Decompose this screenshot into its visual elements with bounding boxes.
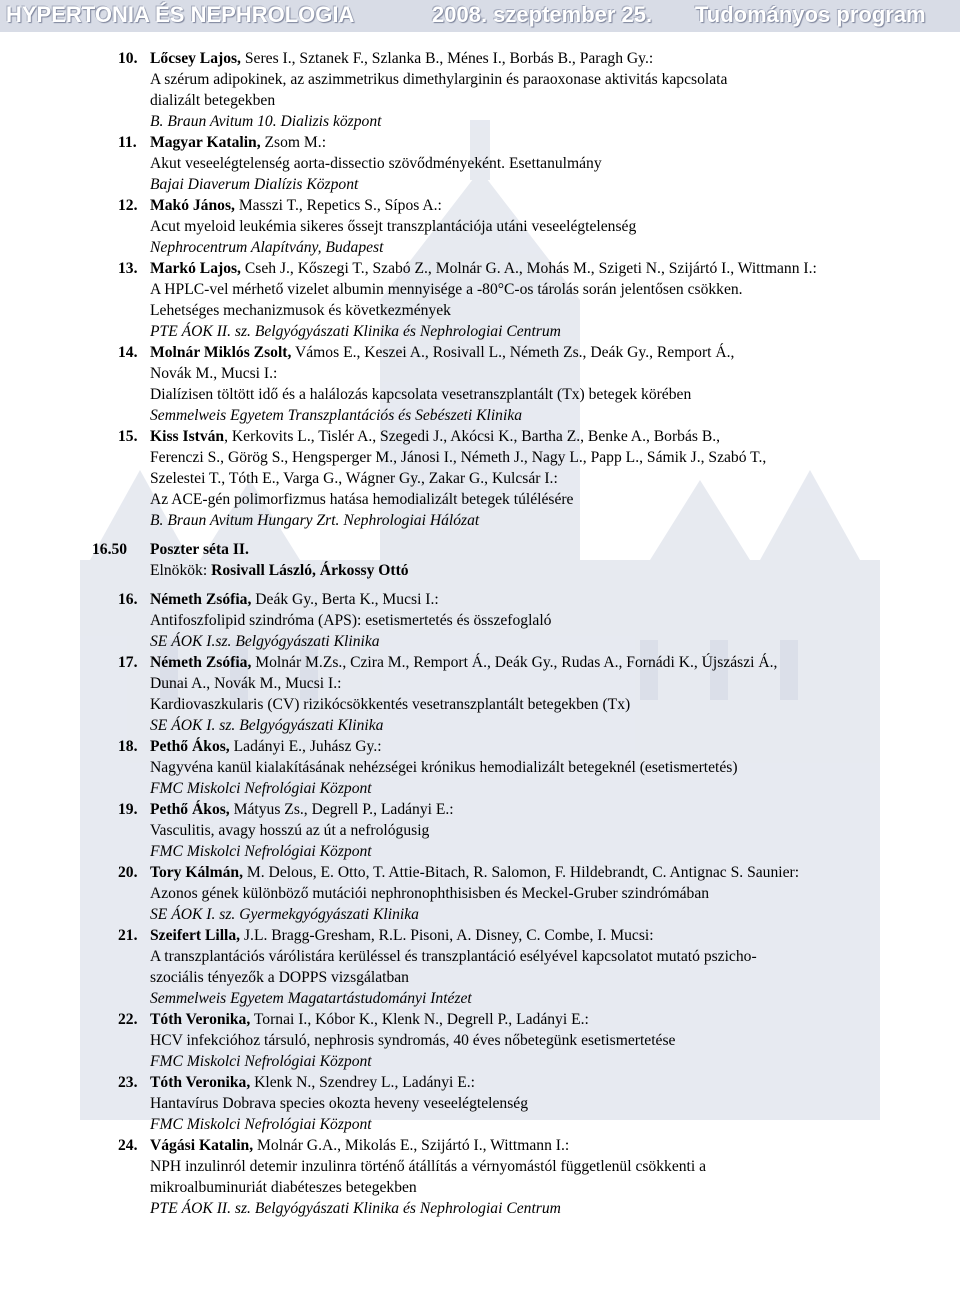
entry-number: 22.: [118, 1011, 138, 1028]
poster-entry: [0, 736, 960, 799]
entry-authors: [150, 1009, 589, 1030]
title-line: [0, 279, 960, 300]
entry-number: 19.: [118, 801, 138, 818]
institution-line: [0, 778, 960, 799]
entry-number: 24.: [118, 1137, 138, 1154]
presenting-author: Markó Lajos,: [150, 260, 241, 277]
entry-title: Az ACE-gén polimorfizmus hatása hemodializált betegek túlélésére: [150, 491, 574, 508]
entry-authors: [150, 736, 382, 757]
co-authors: Mátyus Zs., Degrell P., Ladányi E.:: [229, 801, 454, 818]
presenting-author: Tóth Veronika,: [150, 1011, 251, 1028]
title-line: [0, 153, 960, 174]
title-line: [0, 1156, 960, 1177]
entry-title: NPH inzulinról detemir inzulinra történő átállítás a vérnyomástól függetlenül csökkenti a: [150, 1158, 707, 1175]
institution-line: [0, 1114, 960, 1135]
entry-title: Acut myeloid leukémia sikeres őssejt transzplantációja utáni veseelégtelenség: [150, 218, 637, 235]
program-content: [0, 48, 960, 1219]
title-line: [0, 216, 960, 237]
title-line: [0, 90, 960, 111]
title-line: [0, 1177, 960, 1198]
entry-authors: [150, 258, 817, 279]
entry-institution: FMC Miskolci Nefrológiai Központ: [150, 843, 372, 860]
poster-entry: [0, 1135, 960, 1219]
institution-line: [0, 1051, 960, 1072]
co-authors: Dunai A., Novák M., Mucsi I.:: [150, 675, 342, 692]
presenting-author: Makó János,: [150, 197, 235, 214]
entry-authors: [150, 589, 439, 610]
entry-title: mikroalbuminuriát diabéteszes betegekben: [150, 1179, 417, 1196]
co-authors: Ladányi E., Juhász Gy.:: [229, 738, 382, 755]
institution-line: [0, 111, 960, 132]
poster-entry: [0, 1009, 960, 1072]
entry-authors: [150, 925, 654, 946]
institution-line: [0, 631, 960, 652]
co-authors: Klenk N., Szendrey L., Ladányi E.:: [250, 1074, 475, 1091]
authors-line: [0, 925, 960, 946]
presenting-author: Németh Zsófia,: [150, 654, 252, 671]
entry-title: A szérum adipokinek, az aszimmetrikus dimethylarginin és paraoxonase aktivitás kapcsolata: [150, 71, 728, 88]
page-header: [0, 0, 960, 32]
authors-line: [0, 426, 960, 447]
session-block: [0, 539, 960, 581]
co-authors: Zsom M.:: [260, 134, 327, 151]
entry-number: 23.: [118, 1074, 138, 1091]
poster-entry: [0, 426, 960, 531]
header-date: 2008. szeptember 25.: [432, 2, 653, 27]
session-chairs-names: Rosivall László, Árkossy Ottó: [211, 562, 409, 579]
institution-line: [0, 174, 960, 195]
entry-title: Antifoszfolipid szindróma (APS): esetismertetés és összefoglaló: [150, 612, 552, 629]
co-authors: J.L. Bragg-Gresham, R.L. Pisoni, A. Disney, C. Combe, I. Mucsi:: [240, 927, 654, 944]
co-authors: Szelestei T., Tóth E., Varga G., Wágner Gy., Zakar G., Kulcsár I.:: [150, 470, 558, 487]
entry-number: 11.: [118, 134, 137, 151]
co-authors: Tornai I., Kóbor K., Klenk N., Degrell P., Ladányi E.:: [250, 1011, 589, 1028]
co-authors: Vámos E., Keszei A., Rosivall L., Németh Zs., Deák Gy., Remport Á.,: [291, 344, 735, 361]
authors-line: [0, 1009, 960, 1030]
title-line: [0, 883, 960, 904]
entry-institution: SE ÁOK I. sz. Gyermekgyógyászati Klinika: [150, 906, 419, 923]
authors-line: [0, 342, 960, 363]
entry-institution: Bajai Diaverum Dialízis Központ: [150, 176, 359, 193]
session-chairs: [150, 560, 409, 581]
authors-line: [0, 468, 960, 489]
entry-number: 18.: [118, 738, 138, 755]
authors-line: [0, 652, 960, 673]
authors-line: [0, 736, 960, 757]
poster-entry: [0, 195, 960, 258]
entry-institution: FMC Miskolci Nefrológiai Központ: [150, 780, 372, 797]
poster-list-b: [0, 589, 960, 1219]
entry-authors: [150, 652, 777, 673]
institution-line: [0, 988, 960, 1009]
co-authors: , Kerkovits L., Tislér A., Szegedi J., Akócsi K., Bartha Z., Benke A., Borbás B.,: [224, 428, 721, 445]
entry-number: 17.: [118, 654, 138, 671]
session-title: Poszter séta II.: [150, 541, 249, 558]
co-authors: Cseh J., Kőszegi T., Szabó Z., Molnár G. A., Mohás M., Szigeti N., Szijártó I., Wittmann I.:: [240, 260, 817, 277]
poster-entry: [0, 925, 960, 1009]
entry-title: szociális tényezők a DOPPS vizsgálatban: [150, 969, 409, 986]
entry-number: 21.: [118, 927, 138, 944]
entry-number: 15.: [118, 428, 138, 445]
entry-number: 16.: [118, 591, 138, 608]
authors-line: [0, 447, 960, 468]
poster-entry: [0, 1072, 960, 1135]
institution-line: [0, 321, 960, 342]
authors-line: [0, 195, 960, 216]
co-authors: Deák Gy., Berta K., Mucsi I.:: [251, 591, 439, 608]
entry-authors: [150, 1072, 475, 1093]
authors-line: [0, 132, 960, 153]
entry-number: 10.: [118, 50, 138, 67]
entry-number: 20.: [118, 864, 138, 881]
title-line: [0, 820, 960, 841]
authors-line: [0, 673, 960, 694]
entry-institution: PTE ÁOK II. sz. Belgyógyászati Klinika és Nephrologiai Centrum: [150, 1200, 561, 1217]
presenting-author: Molnár Miklós Zsolt,: [150, 344, 292, 361]
entry-title: HCV infekcióhoz társuló, nephrosis syndromás, 40 éves nőbetegünk esetismertetése: [150, 1032, 676, 1049]
title-line: [0, 1030, 960, 1051]
entry-institution: FMC Miskolci Nefrológiai Központ: [150, 1053, 372, 1070]
co-authors: Ferenczi S., Görög S., Hengsperger M., Jánosi I., Németh J., Nagy L., Papp L., Sámik J., Szabó T.,: [150, 449, 767, 466]
authors-line: [0, 799, 960, 820]
header-section-title: Tudományos program: [695, 2, 926, 27]
poster-list-a: [0, 48, 960, 531]
entry-institution: B. Braun Avitum Hungary Zrt. Nephrologiai Hálózat: [150, 512, 480, 529]
poster-entry: [0, 652, 960, 736]
entry-authors: [150, 862, 799, 883]
title-line: [0, 967, 960, 988]
entry-title: Kardiovaszkularis (CV) rizikócsökkentés vesetranszplantált betegekben (Tx): [150, 696, 631, 713]
co-authors: Seres I., Sztanek F., Szlanka B., Ménes I., Borbás B., Paragh Gy.:: [240, 50, 654, 67]
entry-authors: [150, 799, 454, 820]
institution-line: [0, 841, 960, 862]
entry-authors: [150, 132, 326, 153]
entry-institution: SE ÁOK I. sz. Belgyógyászati Klinika: [150, 717, 384, 734]
presenting-author: Pethő Ákos,: [150, 738, 230, 755]
entry-institution: FMC Miskolci Nefrológiai Központ: [150, 1116, 372, 1133]
co-authors: Molnár G.A., Mikolás E., Szijártó I., Wittmann I.:: [253, 1137, 570, 1154]
institution-line: [0, 715, 960, 736]
institution-line: [0, 904, 960, 925]
session-chairs-label: Elnökök:: [150, 562, 212, 579]
entry-title: A transzplantációs várólistára kerüléssel és transzplantáció esélyével kapcsolatot mutató pszicho-: [150, 948, 757, 965]
entry-number: 12.: [118, 197, 138, 214]
presenting-author: Magyar Katalin,: [150, 134, 261, 151]
authors-line: [0, 862, 960, 883]
poster-entry: [0, 862, 960, 925]
poster-entry: [0, 799, 960, 862]
title-line: [0, 946, 960, 967]
entry-authors: [150, 195, 442, 216]
entry-institution: Semmelweis Egyetem Transzplantációs és Sebészeti Klinika: [150, 407, 523, 424]
title-line: [0, 757, 960, 778]
entry-institution: Nephrocentrum Alapítvány, Budapest: [150, 239, 384, 256]
institution-line: [0, 405, 960, 426]
title-line: [0, 300, 960, 321]
co-authors: Novák M., Mucsi I.:: [150, 365, 278, 382]
poster-entry: [0, 589, 960, 652]
authors-line: [0, 1135, 960, 1156]
entry-institution: Semmelweis Egyetem Magatartástudományi Intézet: [150, 990, 472, 1007]
entry-title: dializált betegekben: [150, 92, 276, 109]
title-line: [0, 489, 960, 510]
session-time: 16.50: [92, 541, 128, 558]
presenting-author: Kiss István: [150, 428, 225, 445]
co-authors: Masszi T., Repetics S., Sípos A.:: [234, 197, 442, 214]
title-line: [0, 384, 960, 405]
entry-number: 14.: [118, 344, 138, 361]
presenting-author: Szeifert Lilla,: [150, 927, 241, 944]
title-line: [0, 610, 960, 631]
co-authors: M. Delous, E. Otto, T. Attie-Bitach, R. Salomon, F. Hildebrandt, C. Antignac S. Saunier:: [243, 864, 800, 881]
authors-line: [0, 589, 960, 610]
header-journal-title: HYPERTONIA ÉS NEPHROLOGIA: [6, 2, 355, 27]
authors-line: [0, 48, 960, 69]
entry-institution: PTE ÁOK II. sz. Belgyógyászati Klinika és Nephrologiai Centrum: [150, 323, 561, 340]
poster-entry: [0, 258, 960, 342]
authors-line: [0, 1072, 960, 1093]
presenting-author: Tory Kálmán,: [150, 864, 243, 881]
entry-number: 13.: [118, 260, 138, 277]
presenting-author: Pethő Ákos,: [150, 801, 230, 818]
entry-title: Hantavírus Dobrava species okozta heveny veseelégtelenség: [150, 1095, 528, 1112]
entry-title: Nagyvéna kanül kialakításának nehézségei krónikus hemodializált betegeknél (esetismertetés): [150, 759, 738, 776]
entry-authors: [150, 342, 734, 363]
authors-line: [0, 363, 960, 384]
poster-entry: [0, 342, 960, 426]
entry-title: Akut veseelégtelenség aorta-dissectio szövődményeként. Esettanulmány: [150, 155, 602, 172]
presenting-author: Vágási Katalin,: [150, 1137, 254, 1154]
entry-title: Vasculitis, avagy hosszú az út a nefrológusig: [150, 822, 430, 839]
co-authors: Molnár M.Zs., Czira M., Remport Á., Deák Gy., Rudas A., Fornádi K., Újszászi Á.,: [251, 654, 778, 671]
entry-title: A HPLC-vel mérhető vizelet albumin mennyisége a -80°C-os tárolás során jelentősen csökken.: [150, 281, 743, 298]
entry-title: Lehetséges mechanizmusok és következmények: [150, 302, 451, 319]
poster-entry: [0, 132, 960, 195]
title-line: [0, 1093, 960, 1114]
title-line: [0, 69, 960, 90]
entry-authors: [150, 1135, 569, 1156]
entry-authors: [150, 426, 720, 447]
title-line: [0, 694, 960, 715]
presenting-author: Lőcsey Lajos,: [150, 50, 241, 67]
entry-institution: B. Braun Avitum 10. Dializis központ: [150, 113, 382, 130]
presenting-author: Németh Zsófia,: [150, 591, 252, 608]
institution-line: [0, 510, 960, 531]
presenting-author: Tóth Veronika,: [150, 1074, 251, 1091]
entry-title: Dialízisen töltött idő és a halálozás kapcsolata vesetranszplantált (Tx) betegek körében: [150, 386, 692, 403]
authors-line: [0, 258, 960, 279]
entry-title: Azonos gének különböző mutációi nephronophthisisben és Meckel-Gruber szindrómában: [150, 885, 710, 902]
entry-institution: SE ÁOK I.sz. Belgyógyászati Klinika: [150, 633, 380, 650]
poster-entry: [0, 48, 960, 132]
entry-authors: [150, 48, 653, 69]
institution-line: [0, 237, 960, 258]
institution-line: [0, 1198, 960, 1219]
